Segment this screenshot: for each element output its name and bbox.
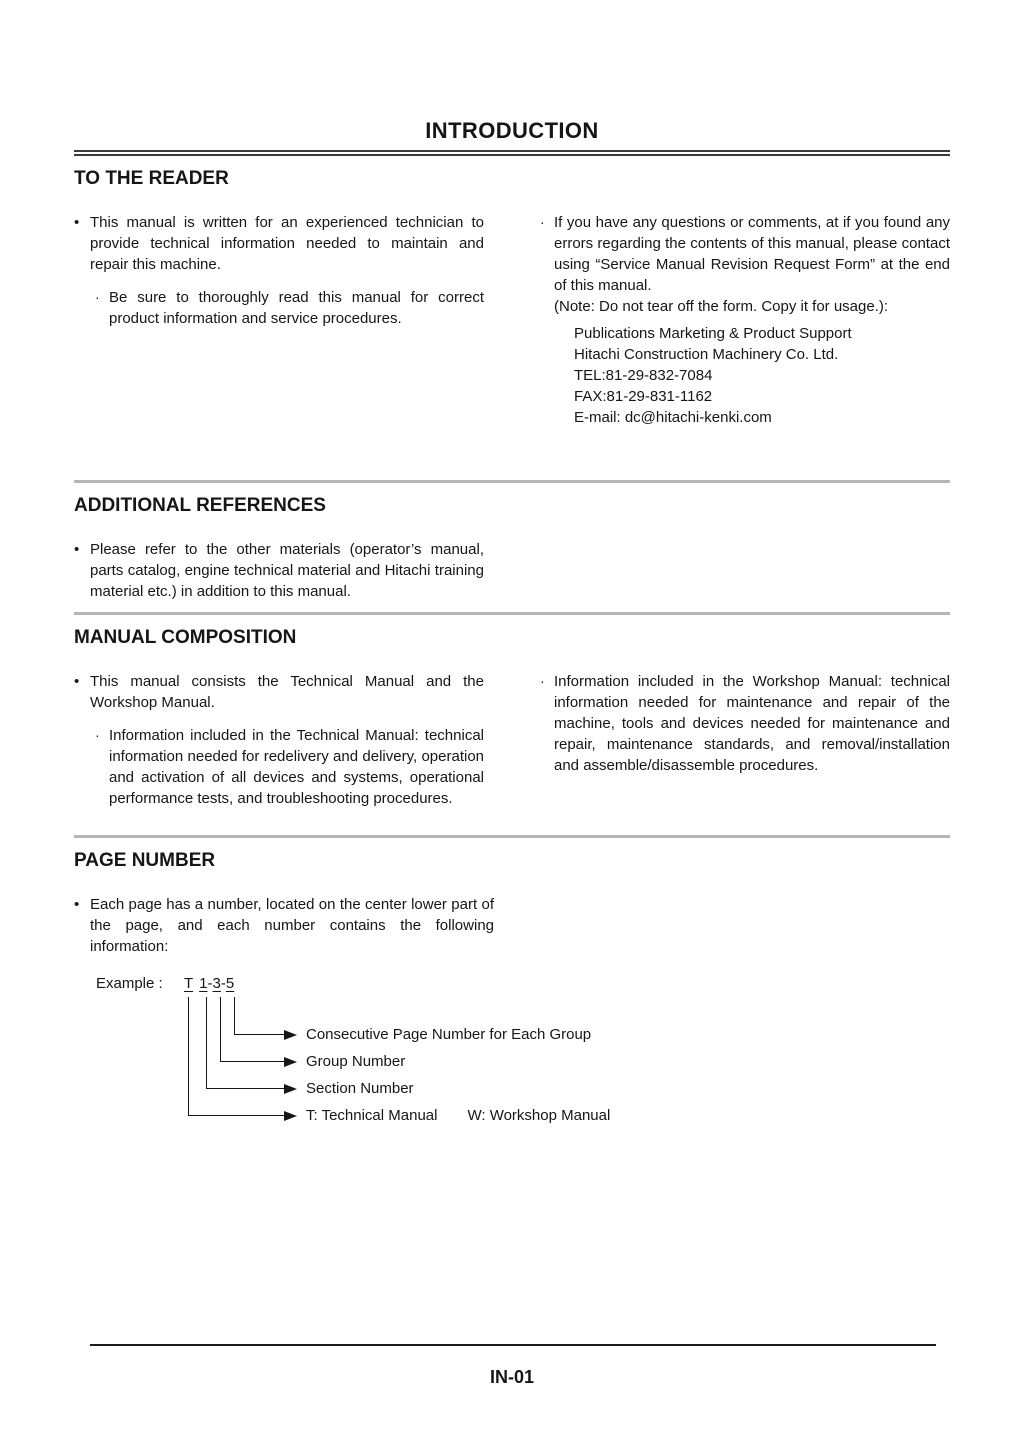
paragraph: Information included in the Technical Manual: technical information needed for redelivery and delivery, operation and activation of all devices and systems, operational performance tests, and troubleshooting procedures. (109, 727, 484, 807)
page-number-diagram (74, 997, 950, 1132)
two-column-layout (74, 539, 950, 602)
list-item (74, 671, 484, 713)
contact-line-fax: FAX:81-29-831-1162 (574, 388, 713, 405)
section-to-the-reader (74, 168, 950, 428)
page-title: INTRODUCTION (425, 118, 599, 143)
paragraph: Information included in the Workshop Manual: technical information needed for maintenance and repair of the machine, tools and devices needed for maintenance and repair, maintenance standards, and removal/installation and assemble/disassemble procedures. (554, 673, 950, 774)
paragraph: This manual is written for an experienced technician to provide technical information needed to maintain and repair this machine. (90, 214, 484, 273)
example-label: Example : (96, 975, 163, 992)
bullet-icon: • (74, 541, 80, 558)
dash-bullet-icon: · (540, 673, 545, 689)
bullet-icon: • (74, 896, 80, 913)
example-char-section: 1 (199, 975, 208, 992)
arrow-right-icon (284, 1030, 297, 1040)
right-column (540, 539, 950, 602)
connector-line-manual-type (188, 997, 284, 1116)
example-separator: - (220, 975, 226, 992)
sub-list-item (540, 671, 950, 776)
arrow-right-icon (284, 1111, 297, 1121)
list-item (74, 539, 484, 602)
section-additional-references (74, 495, 950, 602)
footer-page-id: IN-01 (489, 1367, 534, 1387)
title-double-rule (74, 150, 950, 156)
section-manual-composition (74, 627, 950, 809)
example-char-group: 3 (212, 975, 221, 992)
heading-manual-composition: MANUAL COMPOSITION (74, 627, 297, 648)
heading-to-the-reader: TO THE READER (74, 168, 229, 189)
paragraph: Each page has a number, located on the center lower part of the page, and each number contains the following information: (90, 896, 494, 955)
section-divider (74, 612, 950, 615)
list-item (74, 894, 494, 957)
section-divider (74, 480, 950, 483)
right-column (540, 671, 950, 809)
page-number-example (74, 973, 950, 993)
heading-additional-references: ADDITIONAL REFERENCES (74, 495, 326, 516)
example-separator: - (207, 975, 213, 992)
contact-line-tel: TEL:81-29-832-7084 (574, 367, 713, 384)
diagram-label-page: Consecutive Page Number for Each Group (306, 1026, 592, 1043)
sub-list-item (95, 287, 484, 329)
sub-list-item (95, 725, 484, 809)
paragraph: Be sure to thoroughly read this manual for correct product information and service procedures. (109, 289, 484, 327)
dash-bullet-icon: · (95, 289, 100, 305)
example-char-manual-type: T (184, 975, 194, 992)
example-char-page: 5 (225, 975, 235, 992)
paragraph: Please refer to the other materials (operator’s manual, parts catalog, engine technical material and Hitachi training material etc.) in addition to this manual. (90, 541, 484, 600)
contact-line-email: E-mail: dc@hitachi-kenki.com (574, 409, 772, 426)
diagram-label-group: Group Number (306, 1053, 406, 1070)
sub-list-item (540, 212, 950, 296)
arrow-right-icon (284, 1084, 297, 1094)
diagram-label-manual-type: T: Technical Manual W: Workshop Manual (306, 1107, 611, 1124)
section-divider (74, 835, 950, 838)
contact-line-department: Publications Marketing & Product Support (574, 325, 852, 342)
footer-rule (90, 1344, 936, 1346)
heading-page-number: PAGE NUMBER (74, 850, 216, 871)
left-column (74, 539, 484, 602)
note-paragraph: (Note: Do not tear off the form. Copy it for usage.): (554, 298, 889, 315)
example-code (184, 973, 234, 994)
section-page-number (74, 850, 950, 1132)
dash-bullet-icon: · (540, 214, 545, 230)
dash-bullet-icon: · (95, 727, 100, 743)
diagram-label-section: Section Number (306, 1080, 414, 1097)
contact-line-company: Hitachi Construction Machinery Co. Ltd. (574, 346, 839, 363)
two-column-layout (74, 212, 950, 428)
paragraph: If you have any questions or comments, at if you found any errors regarding the contents of this manual, please contact using “Service Manual Revision Request Form” at the end of this manual. (554, 214, 950, 294)
left-column (74, 671, 484, 809)
two-column-layout (74, 671, 950, 809)
paragraph: This manual consists the Technical Manual and the Workshop Manual. (90, 673, 484, 711)
list-item (74, 212, 484, 275)
contact-block (574, 323, 950, 428)
bullet-icon: • (74, 673, 80, 690)
page-number-body (74, 894, 494, 957)
left-column (74, 212, 484, 428)
arrow-right-icon (284, 1057, 297, 1067)
bullet-icon: • (74, 214, 80, 231)
right-column (540, 212, 950, 428)
